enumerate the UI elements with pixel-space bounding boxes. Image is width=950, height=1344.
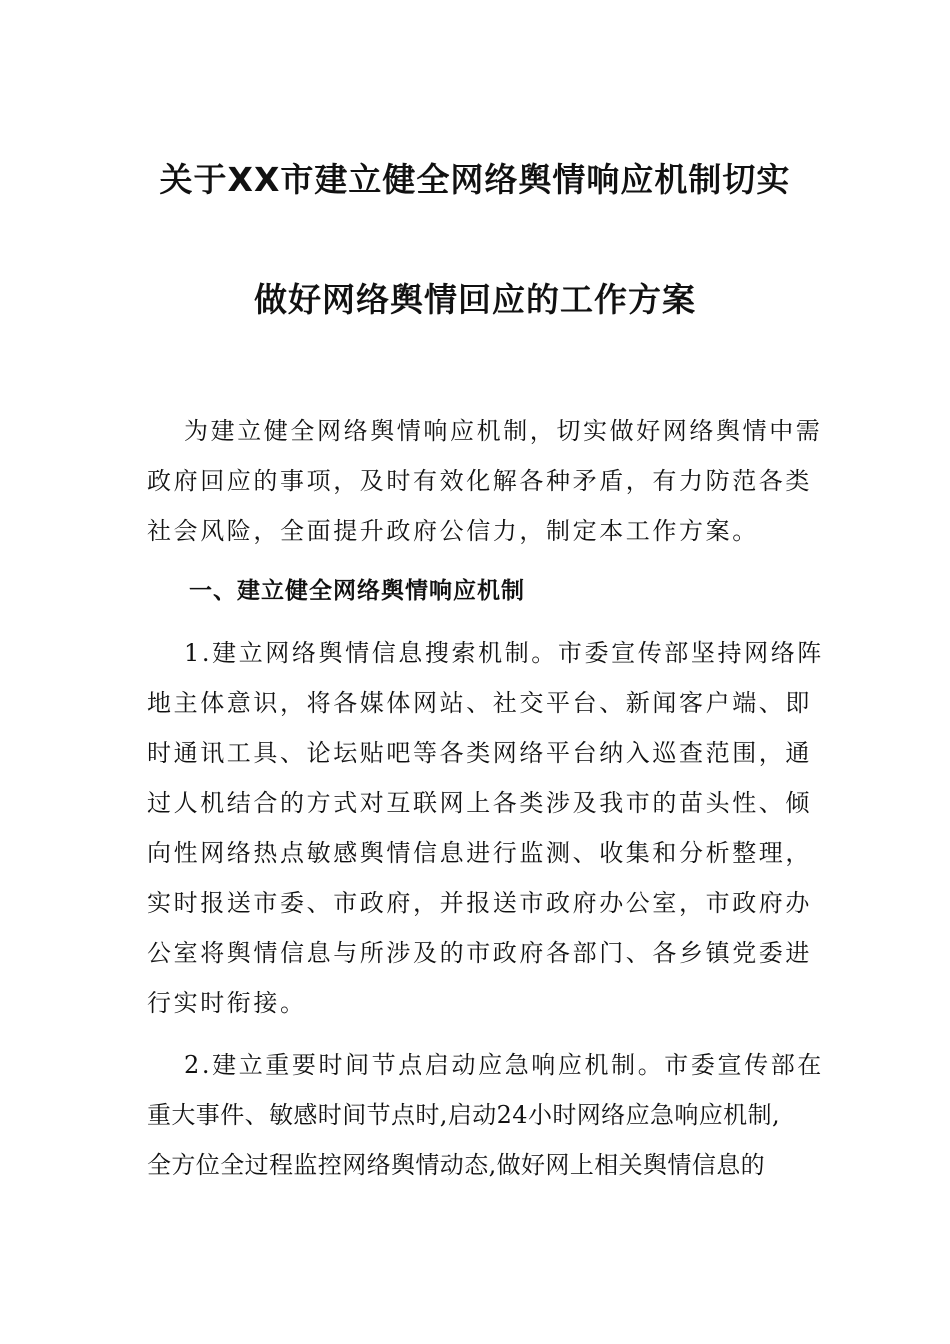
item-1-line: 向性网络热点敏感舆情信息进行监测、收集和分析整理， (147, 839, 812, 867)
intro-line: 为建立健全网络舆情响应机制，切实做好网络舆情中需 (184, 417, 823, 445)
intro-line: 政府回应的事项，及时有效化解各种矛盾，有力防范各类 (147, 467, 812, 495)
item-1-line: 过人机结合的方式对互联网上各类涉及我市的苗头性、倾 (147, 789, 812, 817)
section-heading: 一、建立健全网络舆情响应机制 (189, 578, 525, 604)
item-1-line: 1.建立网络舆情信息搜索机制。市委宣传部坚持网络阵 (184, 639, 824, 667)
item-1-line: 公室将舆情信息与所涉及的市政府各部门、各乡镇党委进 (147, 939, 812, 967)
item-2-line: 重大事件、敏感时间节点时,启动24小时网络应急响应机制, (147, 1101, 780, 1129)
item-1-line: 地主体意识，将各媒体网站、社交平台、新闻客户端、即 (147, 689, 812, 717)
item-1-line: 行实时衔接。 (147, 989, 307, 1017)
item-1-line: 时通讯工具、论坛贴吧等各类网络平台纳入巡查范围，通 (147, 739, 812, 767)
item-1-line: 实时报送市委、市政府，并报送市政府办公室，市政府办 (147, 889, 812, 917)
document-title-line-2: 做好网络舆情回应的工作方案 (254, 280, 696, 319)
document-title-line-1: 关于XX市建立健全网络舆情响应机制切实 (159, 160, 791, 199)
item-2-line: 全方位全过程监控网络舆情动态,做好网上相关舆情信息的 (147, 1151, 766, 1179)
item-2-line: 2.建立重要时间节点启动应急响应机制。市委宣传部在 (184, 1051, 824, 1079)
intro-line: 社会风险，全面提升政府公信力，制定本工作方案。 (147, 517, 759, 545)
